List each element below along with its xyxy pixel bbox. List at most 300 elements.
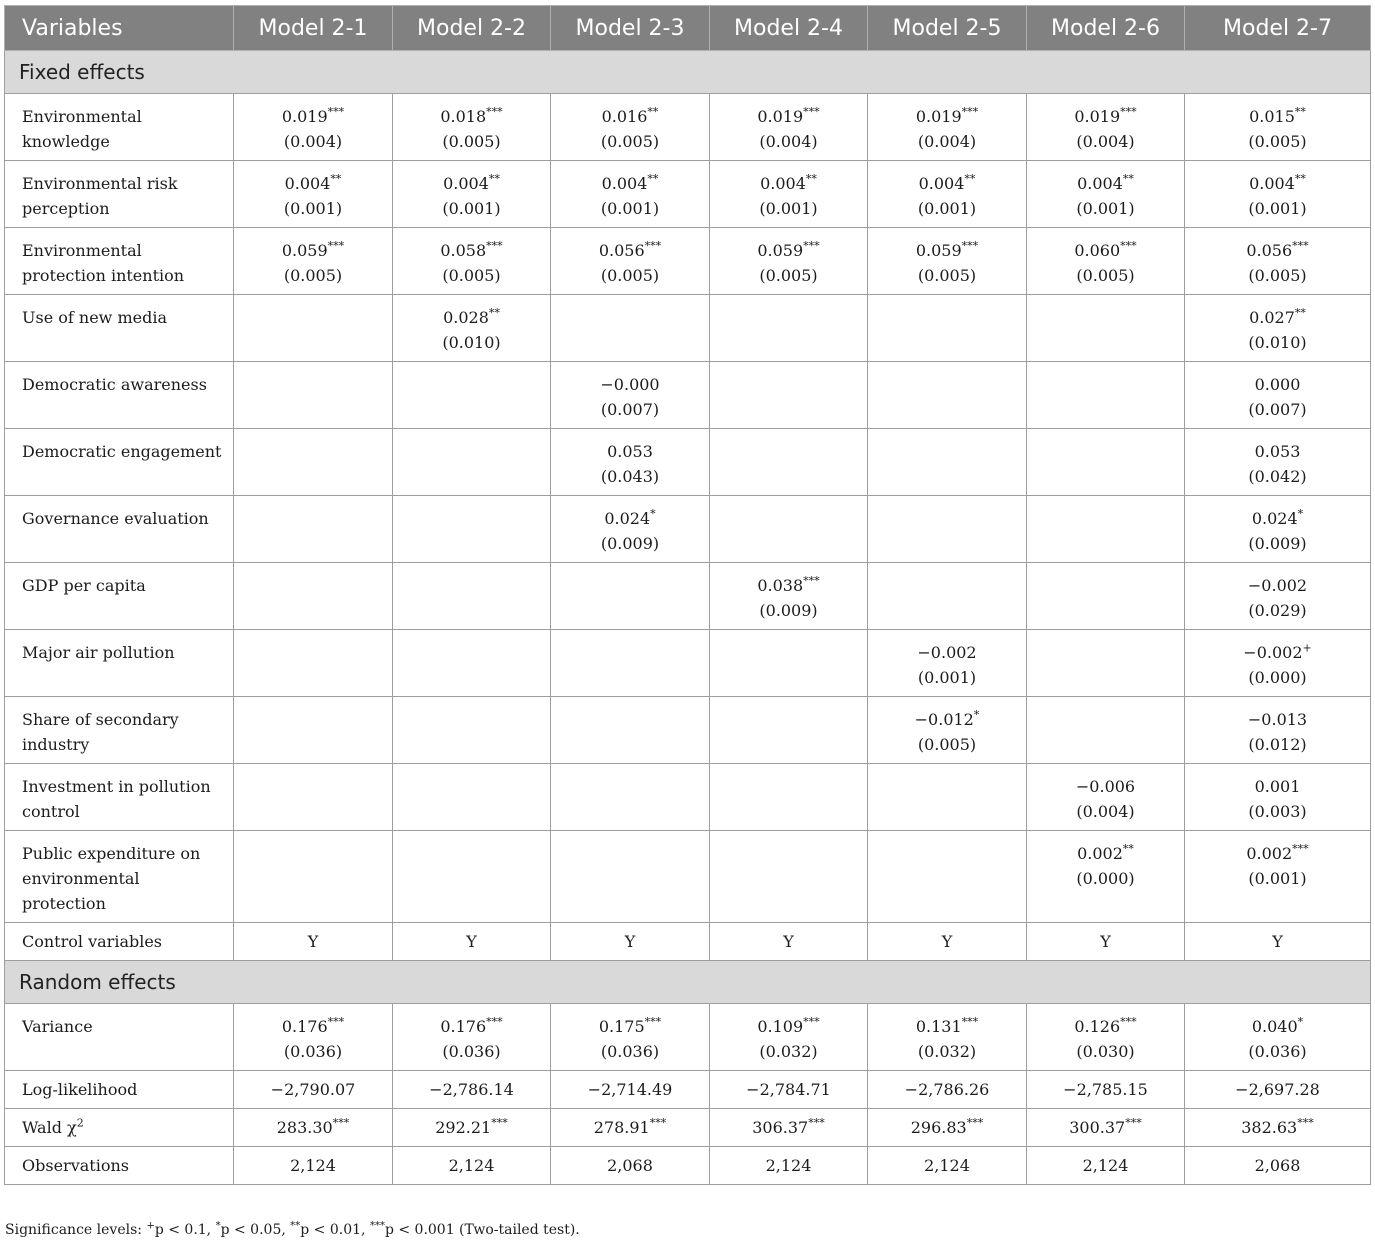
table-cell bbox=[710, 228, 868, 295]
significance-marker: *** bbox=[649, 1116, 667, 1130]
table-cell bbox=[868, 764, 1027, 831]
table-cell bbox=[234, 295, 393, 362]
significance-marker: *** bbox=[808, 1116, 825, 1130]
coefficient bbox=[1189, 1077, 1366, 1102]
table-cell bbox=[551, 764, 710, 831]
significance-marker: ** bbox=[488, 172, 500, 186]
table-cell bbox=[1027, 1071, 1185, 1109]
column-header-model: Model 2-6 bbox=[1027, 6, 1185, 51]
table-cell bbox=[393, 429, 551, 496]
coefficient bbox=[555, 238, 705, 263]
table-cell bbox=[710, 764, 868, 831]
table-cell bbox=[551, 1071, 710, 1109]
standard-error: (0.010) bbox=[442, 333, 501, 352]
table-cell bbox=[393, 496, 551, 563]
variable-label-text: Wald χ bbox=[22, 1118, 77, 1137]
coefficient bbox=[238, 1115, 388, 1140]
coefficient bbox=[714, 573, 863, 598]
table-cell bbox=[710, 831, 868, 923]
standard-error: (0.009) bbox=[600, 534, 660, 553]
coefficient bbox=[1031, 929, 1180, 954]
standard-error: (0.004) bbox=[1076, 802, 1135, 821]
table-row bbox=[5, 697, 1371, 764]
coefficient-value: 0.004 bbox=[918, 174, 965, 193]
significance-marker: * bbox=[650, 507, 656, 521]
significance-marker: *** bbox=[486, 239, 503, 253]
table-cell bbox=[1185, 1147, 1371, 1185]
coefficient bbox=[397, 1077, 546, 1102]
coefficient-value: −2,785.15 bbox=[1063, 1080, 1148, 1099]
table-cell bbox=[393, 1147, 551, 1185]
coefficient-value: 0.000 bbox=[1254, 375, 1301, 394]
table-cell bbox=[551, 228, 710, 295]
standard-error: (0.009) bbox=[759, 601, 818, 620]
standard-error: (0.029) bbox=[1248, 601, 1307, 620]
table-cell bbox=[710, 923, 868, 961]
significance-marker: *** bbox=[961, 105, 979, 119]
coefficient bbox=[1189, 305, 1366, 330]
coefficient-value: 0.175 bbox=[598, 1017, 645, 1036]
table-cell bbox=[234, 362, 393, 429]
table-cell bbox=[868, 831, 1027, 923]
standard-error: (0.036) bbox=[1248, 1042, 1307, 1061]
table-cell bbox=[868, 1109, 1027, 1147]
coefficient bbox=[1189, 1153, 1366, 1178]
table-row bbox=[5, 228, 1371, 295]
standard-error: (0.005) bbox=[442, 132, 501, 151]
footnote-symbol: * bbox=[215, 1220, 221, 1232]
table-cell bbox=[1185, 1109, 1371, 1147]
coefficient-value: 0.040 bbox=[1251, 1017, 1298, 1036]
table-row bbox=[5, 1109, 1371, 1147]
coefficient bbox=[714, 104, 863, 129]
significance-marker: *** bbox=[1125, 1116, 1142, 1130]
table-cell bbox=[710, 697, 868, 764]
coefficient bbox=[714, 1115, 863, 1140]
coefficient-value: −0.002 bbox=[1247, 576, 1308, 595]
coefficient bbox=[1031, 238, 1180, 263]
table-cell bbox=[1185, 630, 1371, 697]
coefficient-value: 0.001 bbox=[1254, 777, 1301, 796]
coefficient-value: 0.016 bbox=[601, 107, 648, 126]
table-cell bbox=[234, 1109, 393, 1147]
coefficient bbox=[397, 1014, 546, 1039]
table-cell bbox=[868, 630, 1027, 697]
table-cell bbox=[234, 923, 393, 961]
significance-marker: *** bbox=[803, 1015, 820, 1029]
coefficient bbox=[397, 104, 546, 129]
standard-error: (0.004) bbox=[1076, 132, 1135, 151]
table-cell bbox=[1027, 1147, 1185, 1185]
coefficient-value: 0.027 bbox=[1249, 308, 1295, 327]
significance-marker: ** bbox=[805, 172, 817, 186]
standard-error: (0.001) bbox=[283, 199, 343, 218]
footnote-text: p < 0.05, bbox=[220, 1222, 291, 1238]
table-row bbox=[5, 295, 1371, 362]
table-cell bbox=[393, 161, 551, 228]
standard-error: (0.043) bbox=[600, 467, 660, 486]
coefficient bbox=[872, 640, 1022, 665]
coefficient-value: Y bbox=[1100, 932, 1111, 951]
standard-error: (0.005) bbox=[1076, 266, 1135, 285]
coefficient bbox=[238, 171, 388, 196]
coefficient bbox=[1189, 573, 1366, 598]
coefficient-value: Y bbox=[307, 932, 319, 951]
table-cell bbox=[868, 429, 1027, 496]
significance-marker: *** bbox=[327, 239, 345, 253]
significance-marker: *** bbox=[1120, 1015, 1137, 1029]
section-row bbox=[5, 961, 1371, 1004]
table-body bbox=[5, 51, 1371, 1185]
table-cell bbox=[868, 923, 1027, 961]
coefficient-value: −2,786.14 bbox=[429, 1080, 514, 1099]
coefficient bbox=[1031, 1153, 1180, 1178]
variable-label bbox=[5, 1004, 234, 1071]
standard-error: (0.032) bbox=[759, 1042, 818, 1061]
variable-label-text: Environmental protection intention bbox=[22, 241, 185, 285]
coefficient bbox=[397, 171, 546, 196]
significance-marker: *** bbox=[486, 105, 503, 119]
table-row bbox=[5, 161, 1371, 228]
footnote-prefix: Significance levels: bbox=[5, 1222, 147, 1238]
coefficient-value: 0.004 bbox=[760, 174, 806, 193]
table-cell bbox=[1185, 1004, 1371, 1071]
section-row bbox=[5, 51, 1371, 94]
table-row bbox=[5, 923, 1371, 961]
coefficient bbox=[555, 104, 705, 129]
table-cell bbox=[234, 1004, 393, 1071]
standard-error: (0.004) bbox=[917, 132, 977, 151]
coefficient bbox=[555, 929, 705, 954]
variable-label bbox=[5, 295, 234, 362]
table-cell bbox=[393, 764, 551, 831]
coefficient bbox=[238, 1077, 388, 1102]
variable-label bbox=[5, 161, 234, 228]
coefficient bbox=[714, 1077, 863, 1102]
footnote-text: p < 0.01, bbox=[300, 1222, 370, 1238]
table-cell bbox=[234, 764, 393, 831]
coefficient-value: 0.060 bbox=[1074, 241, 1121, 260]
table-cell bbox=[1027, 295, 1185, 362]
coefficient-value: 0.002 bbox=[1246, 844, 1293, 863]
significance-marker: ** bbox=[1122, 172, 1134, 186]
coefficient-value: 0.024 bbox=[604, 509, 651, 528]
table-cell bbox=[393, 1004, 551, 1071]
table-cell bbox=[234, 831, 393, 923]
coefficient bbox=[1031, 171, 1180, 196]
regression-table bbox=[4, 5, 1371, 1185]
coefficient bbox=[1189, 171, 1366, 196]
table-cell bbox=[868, 1147, 1027, 1185]
standard-error: (0.005) bbox=[917, 266, 977, 285]
significance-marker: *** bbox=[1120, 239, 1137, 253]
table-cell bbox=[551, 429, 710, 496]
coefficient-value: 2,124 bbox=[1082, 1156, 1129, 1175]
coefficient-value: 300.37 bbox=[1069, 1118, 1126, 1137]
table-cell bbox=[710, 161, 868, 228]
variable-label bbox=[5, 94, 234, 161]
coefficient-value: −0.012 bbox=[914, 710, 974, 729]
table-cell bbox=[234, 161, 393, 228]
standard-error: (0.000) bbox=[1248, 668, 1307, 687]
table-footnote bbox=[5, 1222, 580, 1238]
coefficient-value: 278.91 bbox=[593, 1118, 650, 1137]
coefficient-value: 0.002 bbox=[1077, 844, 1123, 863]
coefficient-value: 0.018 bbox=[440, 107, 487, 126]
significance-marker: *** bbox=[961, 239, 979, 253]
coefficient-value: Y bbox=[466, 932, 477, 951]
variable-label-text: Major air pollution bbox=[22, 643, 175, 662]
significance-marker: ** bbox=[647, 105, 659, 119]
table-cell bbox=[393, 831, 551, 923]
table-cell bbox=[234, 496, 393, 563]
variable-label bbox=[5, 1109, 234, 1147]
significance-marker: *** bbox=[1292, 842, 1309, 856]
table-row bbox=[5, 1004, 1371, 1071]
coefficient-value: Y bbox=[1272, 932, 1283, 951]
significance-marker: *** bbox=[803, 105, 820, 119]
coefficient-value: 0.019 bbox=[757, 107, 804, 126]
table-cell bbox=[551, 295, 710, 362]
coefficient bbox=[555, 1014, 705, 1039]
variable-label bbox=[5, 1071, 234, 1109]
significance-marker: *** bbox=[803, 574, 820, 588]
standard-error: (0.036) bbox=[600, 1042, 660, 1061]
table-cell bbox=[551, 161, 710, 228]
coefficient bbox=[1031, 104, 1180, 129]
table-row bbox=[5, 630, 1371, 697]
standard-error: (0.000) bbox=[1076, 869, 1135, 888]
significance-marker: ** bbox=[1294, 105, 1306, 119]
table-cell bbox=[1185, 295, 1371, 362]
standard-error: (0.005) bbox=[442, 266, 501, 285]
table-cell bbox=[868, 362, 1027, 429]
coefficient bbox=[714, 929, 863, 954]
column-header-model: Model 2-4 bbox=[710, 6, 868, 51]
variable-label-text: Environmental risk perception bbox=[22, 174, 178, 218]
standard-error: (0.005) bbox=[759, 266, 818, 285]
significance-marker: ** bbox=[330, 172, 342, 186]
significance-marker: *** bbox=[486, 1015, 503, 1029]
standard-error: (0.001) bbox=[759, 199, 818, 218]
table-cell bbox=[551, 94, 710, 161]
coefficient bbox=[1031, 774, 1180, 799]
coefficient-value: 0.004 bbox=[1077, 174, 1123, 193]
table-cell bbox=[234, 1071, 393, 1109]
table-cell bbox=[1185, 831, 1371, 923]
variable-label bbox=[5, 630, 234, 697]
coefficient-value: 0.176 bbox=[281, 1017, 328, 1036]
table-row bbox=[5, 496, 1371, 563]
table-cell bbox=[710, 563, 868, 630]
coefficient-value: 382.63 bbox=[1241, 1118, 1298, 1137]
table-cell bbox=[551, 1147, 710, 1185]
table-cell bbox=[710, 630, 868, 697]
coefficient-value: Y bbox=[624, 932, 636, 951]
coefficient-value: 0.028 bbox=[443, 308, 489, 327]
table-cell bbox=[551, 697, 710, 764]
table-cell bbox=[868, 1071, 1027, 1109]
coefficient bbox=[555, 1153, 705, 1178]
table-cell bbox=[1185, 161, 1371, 228]
significance-marker: *** bbox=[491, 1116, 508, 1130]
variable-label-text: Governance evaluation bbox=[22, 509, 209, 528]
coefficient-value: 0.058 bbox=[440, 241, 487, 260]
table-cell bbox=[393, 362, 551, 429]
standard-error: (0.004) bbox=[759, 132, 818, 151]
section-title: Random effects bbox=[5, 961, 1371, 1004]
table-cell bbox=[1027, 429, 1185, 496]
table-cell bbox=[1185, 923, 1371, 961]
significance-marker: *** bbox=[1297, 1116, 1314, 1130]
significance-marker: ** bbox=[488, 306, 500, 320]
coefficient-value: −0.002 bbox=[1243, 643, 1303, 662]
coefficient-value: 0.053 bbox=[1254, 442, 1301, 461]
table-cell bbox=[393, 295, 551, 362]
table-cell bbox=[868, 1004, 1027, 1071]
variable-label bbox=[5, 1147, 234, 1185]
standard-error: (0.001) bbox=[1076, 199, 1135, 218]
footnote-text: p < 0.1, bbox=[154, 1222, 216, 1238]
table-cell bbox=[551, 1004, 710, 1071]
table-header-row bbox=[5, 6, 1371, 51]
table-cell bbox=[1027, 362, 1185, 429]
coefficient-value: 0.059 bbox=[281, 241, 328, 260]
column-header-model: Model 2-1 bbox=[234, 6, 393, 51]
coefficient bbox=[555, 1077, 705, 1102]
table-cell bbox=[1027, 563, 1185, 630]
coefficient-value: 296.83 bbox=[910, 1118, 967, 1137]
coefficient-value: −2,790.07 bbox=[270, 1080, 356, 1099]
coefficient bbox=[714, 1014, 863, 1039]
coefficient-value: 0.126 bbox=[1074, 1017, 1121, 1036]
variable-label bbox=[5, 764, 234, 831]
significance-marker: * bbox=[1297, 1015, 1304, 1029]
variable-label-text: Variance bbox=[22, 1017, 93, 1036]
coefficient bbox=[714, 238, 863, 263]
table-cell bbox=[1185, 1071, 1371, 1109]
coefficient bbox=[555, 506, 705, 531]
standard-error: (0.001) bbox=[917, 199, 977, 218]
table-cell bbox=[551, 923, 710, 961]
column-header-model: Model 2-7 bbox=[1185, 6, 1371, 51]
coefficient bbox=[872, 1014, 1022, 1039]
table-row bbox=[5, 429, 1371, 496]
table-cell bbox=[868, 228, 1027, 295]
significance-marker: ** bbox=[1122, 842, 1134, 856]
significance-marker: *** bbox=[644, 1015, 662, 1029]
table-row bbox=[5, 1071, 1371, 1109]
table-row bbox=[5, 94, 1371, 161]
coefficient-value: −2,784.71 bbox=[746, 1080, 831, 1099]
significance-marker: *** bbox=[1120, 105, 1137, 119]
significance-marker: + bbox=[1302, 641, 1312, 655]
table-row bbox=[5, 1147, 1371, 1185]
coefficient-value: 292.21 bbox=[435, 1118, 492, 1137]
table-cell bbox=[234, 429, 393, 496]
significance-marker: * bbox=[973, 708, 980, 722]
significance-marker: *** bbox=[644, 239, 662, 253]
table-cell bbox=[234, 563, 393, 630]
coefficient-value: −2,714.49 bbox=[587, 1080, 673, 1099]
coefficient bbox=[555, 1115, 705, 1140]
coefficient bbox=[872, 104, 1022, 129]
table-cell bbox=[1185, 764, 1371, 831]
table-cell bbox=[710, 1109, 868, 1147]
significance-marker: ** bbox=[647, 172, 659, 186]
table-cell bbox=[710, 1147, 868, 1185]
coefficient-value: −0.000 bbox=[600, 375, 660, 394]
table-cell bbox=[551, 362, 710, 429]
column-header-model: Model 2-5 bbox=[868, 6, 1027, 51]
coefficient-value: −2,697.28 bbox=[1235, 1080, 1320, 1099]
table-cell bbox=[1027, 764, 1185, 831]
table-cell bbox=[551, 630, 710, 697]
standard-error: (0.004) bbox=[283, 132, 343, 151]
coefficient-value: 0.004 bbox=[1249, 174, 1295, 193]
coefficient-value: −0.013 bbox=[1247, 710, 1308, 729]
table-cell bbox=[234, 630, 393, 697]
significance-marker: *** bbox=[327, 105, 345, 119]
coefficient-value: −0.002 bbox=[917, 643, 977, 662]
coefficient-value: 0.038 bbox=[757, 576, 804, 595]
coefficient-value: 0.004 bbox=[601, 174, 648, 193]
coefficient bbox=[1031, 1115, 1180, 1140]
variable-label-text: GDP per capita bbox=[22, 576, 146, 595]
coefficient-value: 0.131 bbox=[915, 1017, 962, 1036]
table-cell bbox=[393, 1071, 551, 1109]
table-cell bbox=[1027, 228, 1185, 295]
variable-label-text: Environmental knowledge bbox=[22, 107, 142, 151]
significance-marker: *** bbox=[966, 1116, 984, 1130]
coefficient-value: 0.024 bbox=[1251, 509, 1298, 528]
standard-error: (0.030) bbox=[1076, 1042, 1135, 1061]
table-cell bbox=[393, 630, 551, 697]
variable-label-text: Observations bbox=[22, 1156, 129, 1175]
table-cell bbox=[551, 496, 710, 563]
table-row bbox=[5, 831, 1371, 923]
standard-error: (0.005) bbox=[283, 266, 343, 285]
standard-error: (0.032) bbox=[917, 1042, 977, 1061]
coefficient-value: 2,124 bbox=[924, 1156, 970, 1175]
standard-error: (0.005) bbox=[1248, 266, 1307, 285]
coefficient bbox=[1189, 104, 1366, 129]
coefficient-value: Y bbox=[941, 932, 953, 951]
table-cell bbox=[1027, 94, 1185, 161]
coefficient bbox=[397, 1153, 546, 1178]
table-cell bbox=[393, 1109, 551, 1147]
table-cell bbox=[1027, 161, 1185, 228]
table-cell bbox=[393, 923, 551, 961]
standard-error: (0.005) bbox=[600, 266, 660, 285]
coefficient-value: 0.015 bbox=[1249, 107, 1295, 126]
table-cell bbox=[710, 496, 868, 563]
table-cell bbox=[710, 94, 868, 161]
coefficient-value: 0.059 bbox=[915, 241, 962, 260]
coefficient bbox=[555, 171, 705, 196]
significance-marker: *** bbox=[961, 1015, 979, 1029]
coefficient bbox=[1189, 774, 1366, 799]
standard-error: (0.042) bbox=[1248, 467, 1307, 486]
standard-error: (0.001) bbox=[1248, 869, 1307, 888]
coefficient bbox=[238, 1014, 388, 1039]
table-cell bbox=[868, 94, 1027, 161]
variable-label bbox=[5, 362, 234, 429]
coefficient-value: 0.019 bbox=[281, 107, 328, 126]
variable-label bbox=[5, 429, 234, 496]
coefficient-value: 2,124 bbox=[448, 1156, 495, 1175]
table-cell bbox=[1027, 1109, 1185, 1147]
